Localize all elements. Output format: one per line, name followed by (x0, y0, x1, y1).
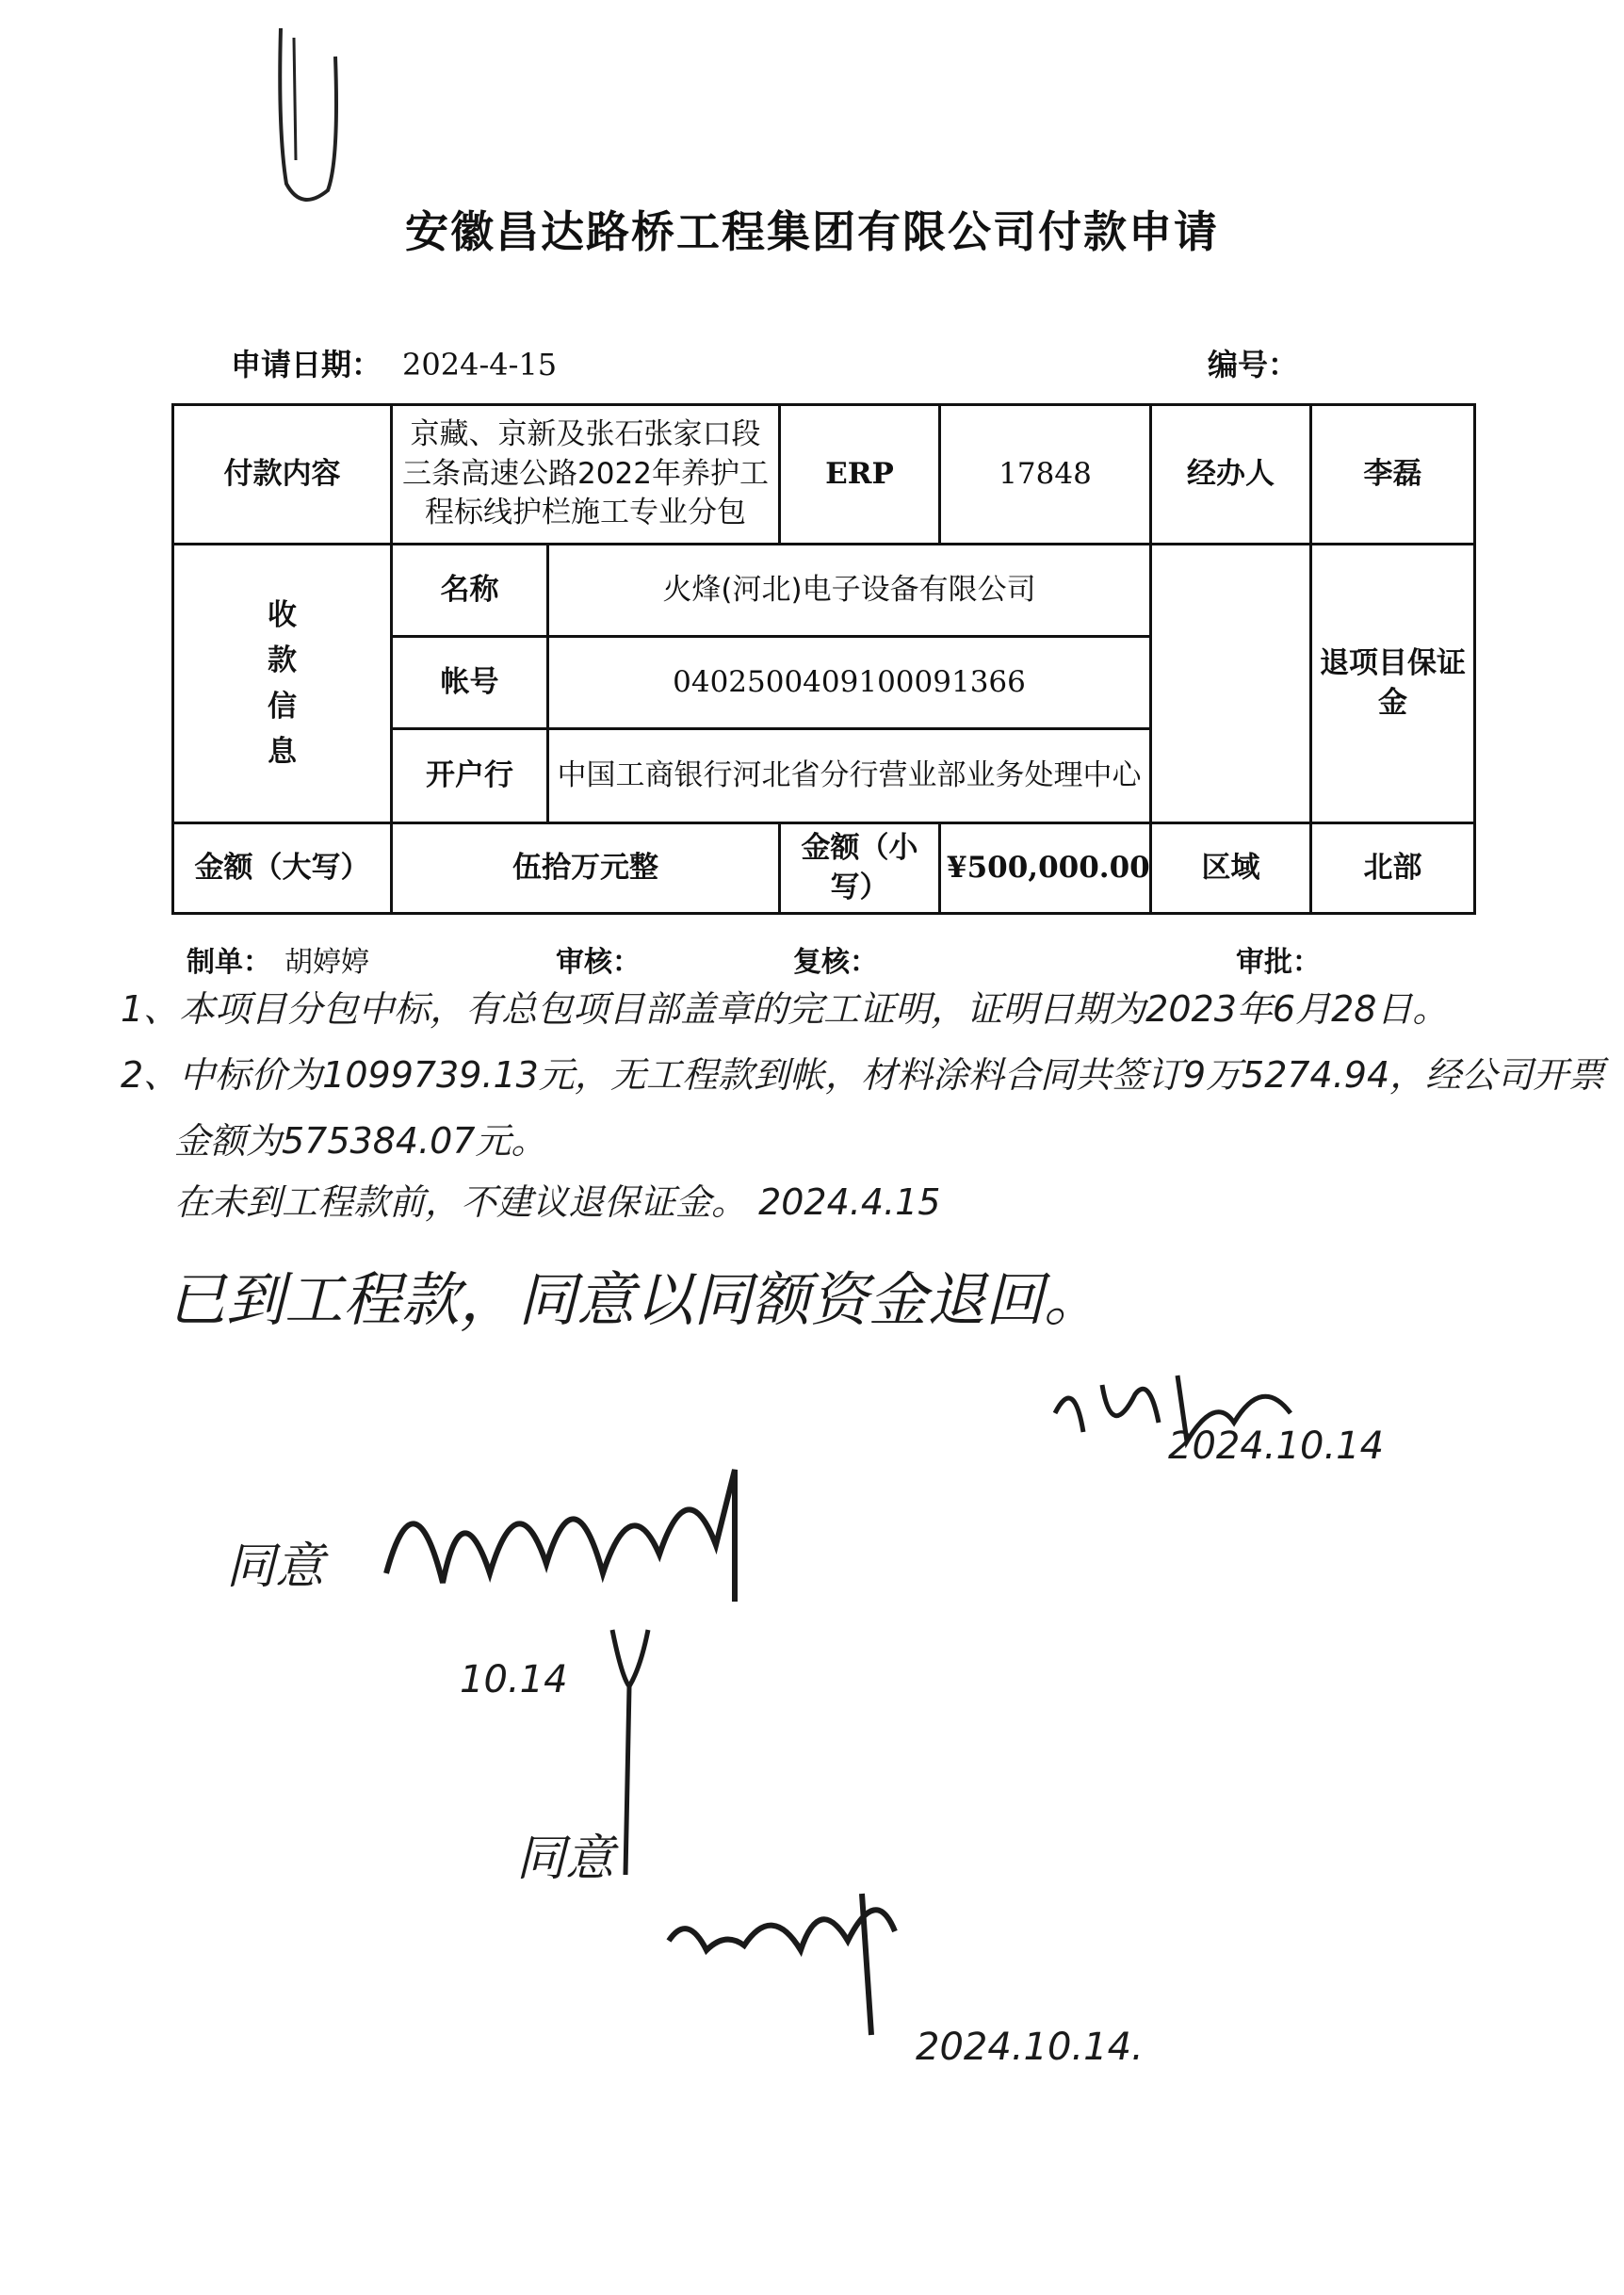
approved-label: 审批： (1236, 946, 1321, 979)
table-row (173, 405, 1475, 545)
handwritten-approval-1: 已到工程款，同意以同额资金退回。 (168, 1265, 1103, 1334)
prepared-by (187, 938, 369, 980)
reviewed-label: 审核： (556, 946, 641, 979)
bank-value: 中国工商银行河北省分行营业部业务处理中心 (548, 729, 1151, 823)
prepared-value: 胡婷婷 (284, 946, 369, 979)
handwritten-note-2: 2、中标价为1099739.13元，无工程款到帐，材料涂料合同共签订9万5274.94，经公司开票 (121, 1054, 1605, 1096)
rechecked-label: 复核： (793, 946, 878, 979)
account-label: 帐号 (392, 637, 548, 729)
payment-content-label: 付款内容 (173, 405, 392, 545)
handwritten-note-4: 在未到工程款前，不建议退保证金。 2024.4.15 (174, 1181, 941, 1223)
serial-number (1208, 341, 1298, 384)
handler-value: 李磊 (1311, 405, 1475, 545)
amount-upper-value: 伍拾万元整 (392, 823, 780, 914)
handwritten-note-3: 金额为575384.07元。 (174, 1120, 547, 1162)
purpose-value: 退项目保证金 (1311, 545, 1475, 823)
table-row (173, 823, 1475, 914)
handwritten-date-3: 2024.10.14. (916, 2026, 1144, 2069)
name-value: 火烽(河北)电子设备有限公司 (548, 545, 1151, 637)
payment-content-value: 京藏、京新及张石张家口段三条高速公路2022年养护工程标线护栏施工专业分包 (392, 405, 780, 545)
handwritten-approval-2: 同意 (226, 1538, 325, 1595)
table-row (173, 545, 1475, 637)
application-date (231, 341, 557, 384)
account-value: 0402500409100091366 (548, 637, 1151, 729)
pencil-mark-icon (254, 19, 358, 207)
blank-cell (1151, 545, 1311, 823)
bank-label: 开户行 (392, 729, 548, 823)
handwritten-approval-3: 同意 (516, 1831, 615, 1887)
amount-lower-value: ¥500,000.00 (940, 823, 1151, 914)
handler-label: 经办人 (1151, 405, 1311, 545)
date-value: 2024-4-15 (402, 347, 558, 382)
name-label: 名称 (392, 545, 548, 637)
handwritten-date-2: 10.14 (460, 1658, 568, 1701)
erp-label: ERP (780, 405, 940, 545)
prepared-label: 制单： (187, 946, 271, 979)
region-value: 北部 (1311, 823, 1475, 914)
handwritten-date-1: 2024.10.14 (1168, 1424, 1385, 1468)
erp-value: 17848 (940, 405, 1151, 545)
handwritten-signature-icon (377, 1451, 829, 1620)
amount-upper-label: 金额（大写） (173, 823, 392, 914)
number-label: 编号： (1208, 347, 1299, 382)
payee-info-label: 收款信息 (173, 545, 392, 823)
document-title: 安徽昌达路桥工程集团有限公司付款申请 (405, 206, 1219, 257)
region-label: 区域 (1151, 823, 1311, 914)
date-label: 申请日期： (231, 347, 382, 382)
payment-form-table (171, 403, 1476, 915)
handwritten-note-1: 1、本项目分包中标，有总包项目部盖章的完工证明，证明日期为2023年6月28日。 (121, 988, 1449, 1030)
amount-lower-label: 金额（小写） (780, 823, 940, 914)
handwritten-signature-icon (659, 1856, 942, 2044)
